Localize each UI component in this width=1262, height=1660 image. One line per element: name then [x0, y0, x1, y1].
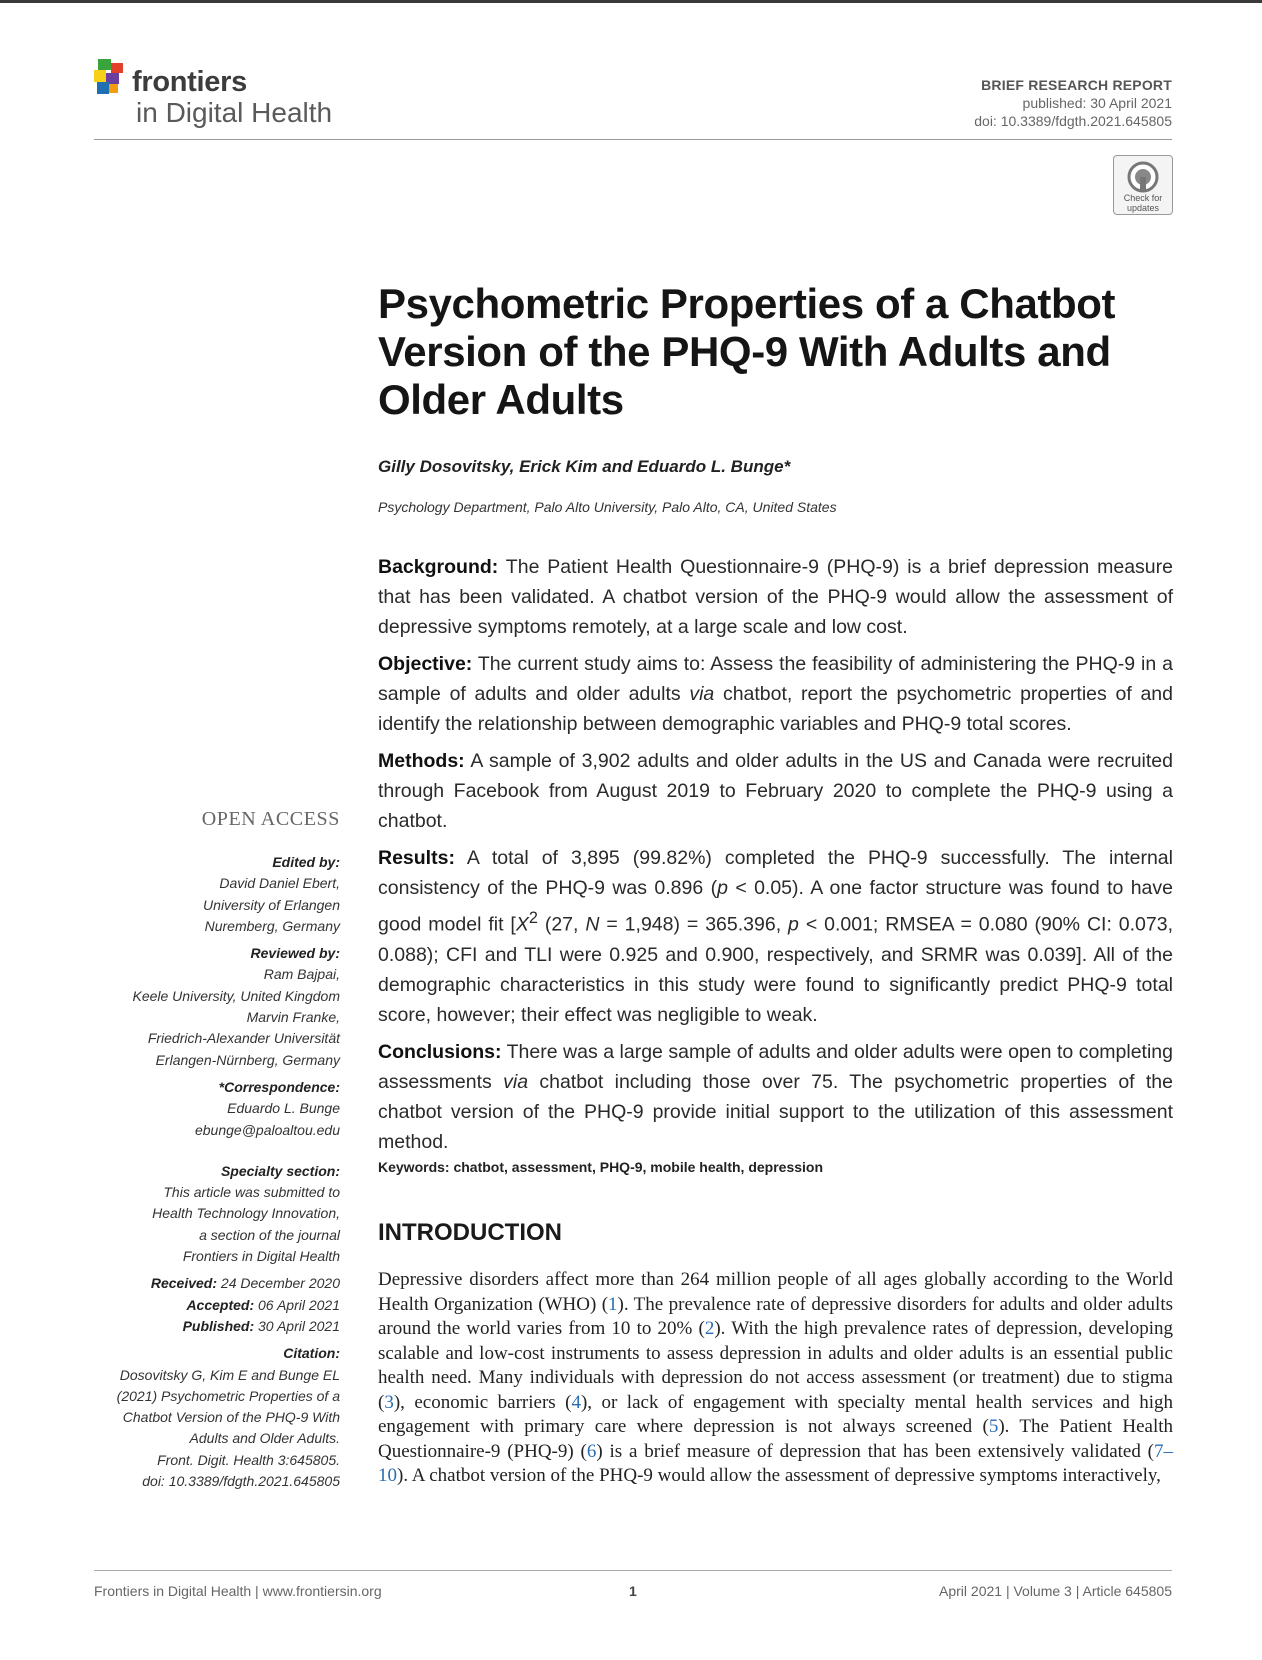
abstract-methods — [378, 746, 1173, 836]
objective-via: via — [689, 683, 715, 705]
intro-text: ). The Patient Health Questionnaire-9 (PHQ-9) ( — [378, 1416, 1174, 1462]
specialty-line: Health Technology Innovation, — [152, 1205, 340, 1222]
abstract-background — [378, 552, 1173, 642]
abstract-results — [378, 843, 1173, 1030]
article-type: BRIEF RESEARCH REPORT — [981, 77, 1172, 93]
reference-link[interactable]: 1 — [608, 1293, 618, 1315]
objective-text: The current study aims to: Assess the feasibility of administering the PHQ-9 in a sample of adults and older adults — [378, 653, 1173, 705]
reference-link[interactable]: 4 — [571, 1391, 581, 1413]
results-label: Results: — [378, 847, 455, 869]
author-affiliation: Psychology Department, Palo Alto University, Palo Alto, CA, United States — [378, 499, 837, 515]
intro-text: Depressive disorders affect more than 264 million people of all ages globally according to the World Health Organization (WHO) ( — [378, 1269, 1173, 1315]
introduction-paragraph — [378, 1268, 1173, 1489]
received-date — [100, 1273, 340, 1294]
intro-text: ). The prevalence rate of depressive disorders for adults and older adults around the world varies from 10 to 20% ( — [378, 1293, 1174, 1339]
results-text: < 0.05). A one factor structure was found to have good model fit [ — [378, 877, 1173, 936]
citation-line: Dosovitsky G, Kim E and Bunge EL — [119, 1366, 340, 1383]
correspondence-name: Eduardo L. Bunge — [227, 1100, 340, 1117]
conclusions-text-end: chatbot including those over 75. The psychometric properties of the chatbot version of the PHQ-9 provide initial support to the utilization of this assessment method. — [378, 1070, 1173, 1153]
citation-line: Front. Digit. Health 3:645805. — [157, 1451, 340, 1468]
intro-text: ). A chatbot version of the PHQ-9 would allow the assessment of depressive symptoms interactively, — [397, 1465, 1161, 1486]
reviewed-by-label: Reviewed by: — [250, 945, 340, 962]
accepted-date — [100, 1295, 340, 1316]
footer-divider — [94, 1570, 1172, 1571]
abstract-objective — [378, 649, 1173, 739]
reference-link[interactable]: 5 — [988, 1416, 999, 1437]
article-title: Psychometric Properties of a Chatbot Version of the PHQ-9 With Adults and Older Adults — [378, 280, 1116, 423]
page-number: 1 — [629, 1583, 637, 1599]
citation-label: Citation: — [283, 1345, 340, 1362]
methods-text: A sample of 3,902 adults and older adults in the US and Canada were recruited through Facebook from August 2019 to February 2020 to complete the PHQ-9 using a chatbot. — [378, 750, 1173, 832]
received-value: 24 December 2020 — [217, 1275, 340, 1292]
article-meta-header — [974, 76, 1172, 130]
author-list: Gilly Dosovitsky, Erick Kim and Eduardo L. Bunge* — [378, 457, 791, 476]
specialty-line: Frontiers in Digital Health — [182, 1248, 340, 1265]
footer-issue-info: April 2021 | Volume 3 | Article 645805 — [939, 1583, 1172, 1599]
methods-label: Methods: — [378, 750, 465, 772]
results-text: (27, — [537, 913, 586, 936]
edited-by-label: Edited by: — [272, 854, 340, 870]
accepted-label: Accepted: — [186, 1296, 255, 1313]
results-chi-symbol: X — [515, 913, 529, 936]
results-text: A total of 3,895 (99.82%) completed the PHQ-9 successfully. The internal consistency of the PHQ-9 was 0.896 ( — [378, 847, 1173, 899]
header-divider — [94, 139, 1172, 140]
results-p-symbol: p — [788, 913, 799, 936]
specialty-line: a section of the journal — [199, 1226, 340, 1243]
specialty-block — [100, 1161, 340, 1267]
correspondence-block — [100, 1077, 340, 1141]
intro-text: ), economic barriers ( — [393, 1391, 572, 1413]
abstract-conclusions — [378, 1037, 1173, 1157]
published-date-sidebar — [100, 1316, 340, 1337]
reference-link[interactable]: 6 — [586, 1440, 597, 1462]
background-label: Background: — [378, 556, 499, 578]
results-text: = 1,948) = 365.396, — [599, 913, 789, 936]
published-label: Published: — [182, 1317, 255, 1334]
check-updates-label-1: Check for — [1123, 193, 1163, 203]
results-n-symbol: N — [585, 913, 600, 936]
objective-label: Objective: — [378, 653, 473, 675]
objective-text-end: chatbot, report the psychometric properties of and identify the relationship between demographic variables and PHQ-9 total scores. — [378, 683, 1173, 735]
published-value: 30 April 2021 — [254, 1317, 340, 1334]
keywords: Keywords: chatbot, assessment, PHQ-9, mobile health, depression — [378, 1159, 824, 1175]
footer-journal-link[interactable]: Frontiers in Digital Health | www.frontiersin.org — [94, 1583, 382, 1599]
logo-wordmark: frontiers — [132, 66, 247, 98]
editor-line[interactable]: David Daniel Ebert, — [219, 875, 340, 892]
editor-line: Nuremberg, Germany — [204, 917, 340, 934]
results-p-symbol: p — [717, 877, 728, 899]
dates-block — [100, 1273, 340, 1337]
conclusions-label: Conclusions: — [378, 1040, 502, 1063]
reference-link[interactable]: 2 — [704, 1318, 715, 1339]
correspondence-email-link[interactable]: ebunge@paloaltou.edu — [194, 1121, 340, 1138]
conclusions-via: via — [503, 1070, 529, 1093]
check-for-updates-button[interactable] — [1113, 155, 1173, 215]
citation-line: (2021) Psychometric Properties of a — [116, 1387, 340, 1404]
crossmark-icon — [1127, 161, 1159, 193]
editor-line: University of Erlangen — [203, 896, 340, 913]
top-edge-bar — [0, 0, 1262, 3]
reviewer-line[interactable]: Marvin Franke, — [246, 1009, 340, 1026]
citation-line: Adults and Older Adults. — [189, 1430, 340, 1447]
frontiers-logo-mark-icon — [92, 57, 126, 101]
citation-doi-link[interactable]: doi: 10.3389/fdgth.2021.645805 — [142, 1473, 340, 1490]
citation-line: Chatbot Version of the PHQ-9 With — [122, 1409, 340, 1426]
specialty-line: This article was submitted to — [163, 1184, 340, 1201]
logo-journal-name: in Digital Health — [136, 97, 333, 128]
citation-block — [100, 1343, 340, 1492]
article-info-sidebar — [100, 852, 340, 1498]
check-updates-label-2: updates — [1126, 203, 1160, 213]
introduction-heading: INTRODUCTION — [378, 1219, 562, 1246]
open-access-label: OPEN ACCESS — [201, 808, 340, 830]
edited-by-block — [100, 852, 340, 937]
reviewer-line: Friedrich-Alexander Universität — [147, 1030, 340, 1047]
doi-link[interactable]: doi: 10.3389/fdgth.2021.645805 — [974, 113, 1172, 129]
abstract — [378, 552, 1173, 1164]
published-date: published: 30 April 2021 — [1022, 95, 1172, 111]
reviewed-by-block — [100, 943, 340, 1071]
reference-link[interactable]: 3 — [384, 1391, 394, 1413]
accepted-value: 06 April 2021 — [254, 1296, 340, 1313]
frontiers-logo[interactable] — [92, 55, 372, 135]
intro-text: ) is a brief measure of depression that has been extensively validated ( — [596, 1440, 1154, 1462]
reviewer-line: Keele University, United Kingdom — [132, 987, 340, 1004]
reviewer-line: Erlangen-Nürnberg, Germany — [155, 1051, 340, 1068]
reference-link[interactable]: 7–10 — [378, 1440, 1173, 1486]
conclusions-text: There was a large sample of adults and older adults were open to completing assessments — [378, 1040, 1173, 1093]
results-chi-superscript: 2 — [528, 909, 538, 927]
intro-text: ), or lack of engagement with specialty mental health services and high engagement with primary care where depression is not always screened ( — [378, 1391, 1173, 1437]
background-text: The Patient Health Questionnaire-9 (PHQ-9) is a brief depression measure that has been validated. A chatbot version of the PHQ-9 would allow the assessment of depressive symptoms remotely, at a large scale and low cost. — [378, 556, 1173, 638]
intro-text: ). With the high prevalence rates of depression, developing scalable and low-cost instruments to assess depression in adults and older adults is an essential public health need. Many individuals with depression do not access assessment (or treatment) due to stigma ( — [378, 1318, 1173, 1413]
received-label: Received: — [150, 1275, 218, 1292]
specialty-label: Specialty section: — [220, 1162, 340, 1179]
reviewer-line[interactable]: Ram Bajpai, — [263, 966, 340, 983]
results-text: < 0.001; RMSEA = 0.080 (90% CI: 0.073, 0.088); CFI and TLI were 0.925 and 0.900, respectively, and SRMR was 0.039]. All of the demographic characteristics in this study were found to significantly predict PHQ-9 total score, however; their effect was negligible to weak. — [378, 913, 1173, 1026]
correspondence-label: *Correspondence: — [218, 1078, 340, 1095]
